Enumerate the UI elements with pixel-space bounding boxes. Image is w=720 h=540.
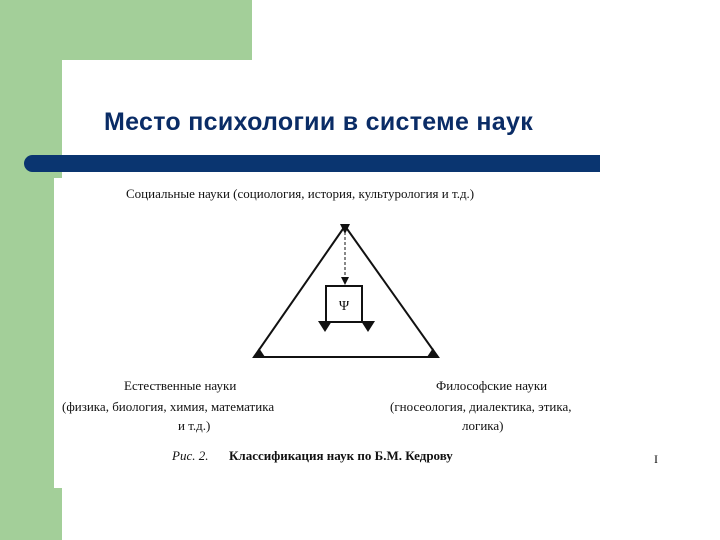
psi-symbol: Ψ bbox=[338, 299, 350, 314]
right-corner-arrowhead-icon bbox=[427, 348, 438, 357]
green-left-band bbox=[0, 0, 62, 540]
caption-text: Классификация наук по Б.М. Кедрову bbox=[229, 448, 453, 463]
left-label-line1: Естественные науки bbox=[124, 378, 237, 393]
box-arrowhead-icon bbox=[341, 277, 349, 285]
left-corner-arrowhead-icon bbox=[254, 348, 265, 357]
left-label-line3: и т.д.) bbox=[178, 418, 211, 433]
title-underline-bar bbox=[24, 155, 600, 172]
top-label-social-sciences: Социальные науки (социология, история, культурология и т.д.) bbox=[126, 186, 475, 201]
left-label-line2: (физика, биология, химия, математика bbox=[62, 399, 275, 414]
box-right-arrow-icon bbox=[361, 321, 375, 332]
right-label-line3: логика) bbox=[462, 418, 504, 433]
right-label-line2: (гносеология, диалектика, этика, bbox=[390, 399, 572, 414]
corner-mark: I bbox=[654, 452, 658, 466]
kedrov-triangle-diagram bbox=[54, 178, 670, 488]
diagram-area bbox=[54, 178, 670, 488]
slide-title: Место психологии в системе наук bbox=[104, 108, 534, 136]
caption-prefix: Рис. 2. bbox=[172, 448, 209, 463]
box-left-arrow-icon bbox=[318, 321, 332, 332]
right-label-line1: Философские науки bbox=[436, 378, 548, 393]
